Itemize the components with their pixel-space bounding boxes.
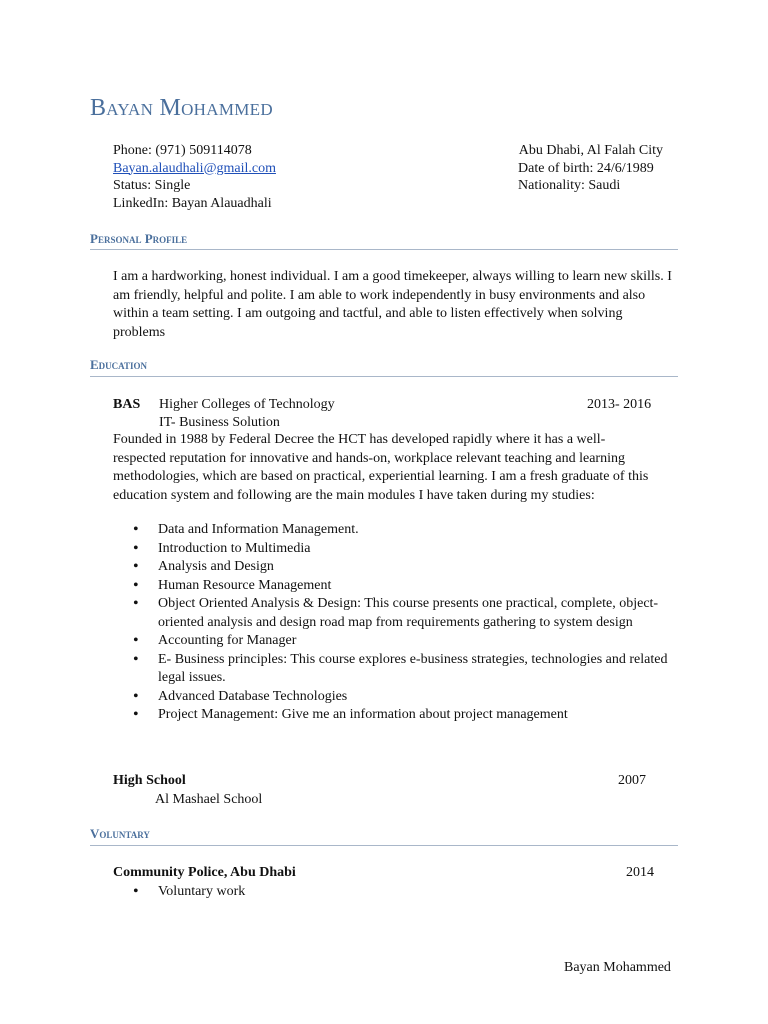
highschool-year: 2007 — [618, 773, 646, 788]
phone-text: Phone: (971) 509114078 — [113, 143, 252, 158]
nationality-text: Nationality: Saudi — [518, 178, 621, 193]
contact-right — [510, 142, 663, 195]
highschool-name: Al Mashael School — [155, 792, 263, 807]
voluntary-list-container — [113, 883, 673, 902]
modules-list — [113, 521, 673, 725]
dob-text: Date of birth: 24/6/1989 — [518, 160, 654, 176]
voluntary-org — [113, 865, 296, 881]
voluntary-org-text: Community Police, Abu Dhabi — [113, 865, 296, 880]
list-item: • E- Business principles: This course explores e-business strategies, technologies and related legal issues. — [113, 651, 673, 688]
list-item: • Accounting for Manager — [113, 632, 673, 651]
education-heading: Education — [90, 357, 148, 372]
profile-text: I am a hardworking, honest individual. I am a good timekeeper, always willing to learn new skills. I am friendly, helpful and polite. I am able to work independently in busy environments and also within a team setting. I am outgoing and tactful, and able to listen effectively when solving problems — [113, 269, 672, 340]
voluntary-divider — [90, 845, 678, 846]
linkedin-text: LinkedIn: Bayan Alauadhali — [113, 195, 272, 211]
list-item: • Advanced Database Technologies — [113, 688, 673, 707]
resume-name: Bayan Mohammed — [90, 95, 273, 121]
list-item: • Object Oriented Analysis & Design: This course presents one practical, complete, object-oriented analysis and design road map from requirements gathering to system design — [113, 595, 673, 632]
list-item: • Data and Information Management. — [113, 521, 673, 540]
education-description: Founded in 1988 by Federal Decree the HCT has developed rapidly where it has a well-respected reputation for innovative and hands-on, workplace relevant teaching and learning methodologies, which are based on practical, experiential learning. I am a fresh graduate of this education system and following are the main modules I have taken during my studies: — [113, 432, 649, 503]
email-link[interactable]: Bayan.alaudhali@gmail.com — [113, 160, 276, 176]
program-name: IT- Business Solution — [159, 415, 280, 430]
footer-name: Bayan Mohammed — [564, 960, 671, 975]
list-item: • Analysis and Design — [113, 558, 673, 577]
degree-label — [113, 396, 140, 414]
list-item: • Introduction to Multimedia — [113, 540, 673, 559]
degree-text: BAS — [113, 397, 141, 412]
voluntary-list — [113, 883, 673, 902]
list-item: • Project Management: Give me an information about project management — [113, 706, 673, 725]
status-text: Status: Single — [113, 178, 191, 193]
modules-list-container — [113, 521, 673, 725]
school-years: 2013- 2016 — [587, 397, 652, 412]
profile-divider — [90, 249, 678, 250]
school-name: Higher Colleges of Technology — [159, 397, 335, 412]
voluntary-heading: Voluntary — [90, 826, 150, 841]
contact-left — [113, 142, 276, 212]
highschool-label — [113, 773, 186, 789]
profile-heading: Personal Profile — [90, 231, 188, 246]
list-item: • Voluntary work — [113, 883, 673, 902]
education-divider — [90, 376, 678, 377]
list-item: • Human Resource Management — [113, 577, 673, 596]
location-text: Abu Dhabi, Al Falah City — [518, 143, 663, 158]
highschool-text: High School — [113, 773, 186, 788]
voluntary-year: 2014 — [626, 865, 654, 880]
